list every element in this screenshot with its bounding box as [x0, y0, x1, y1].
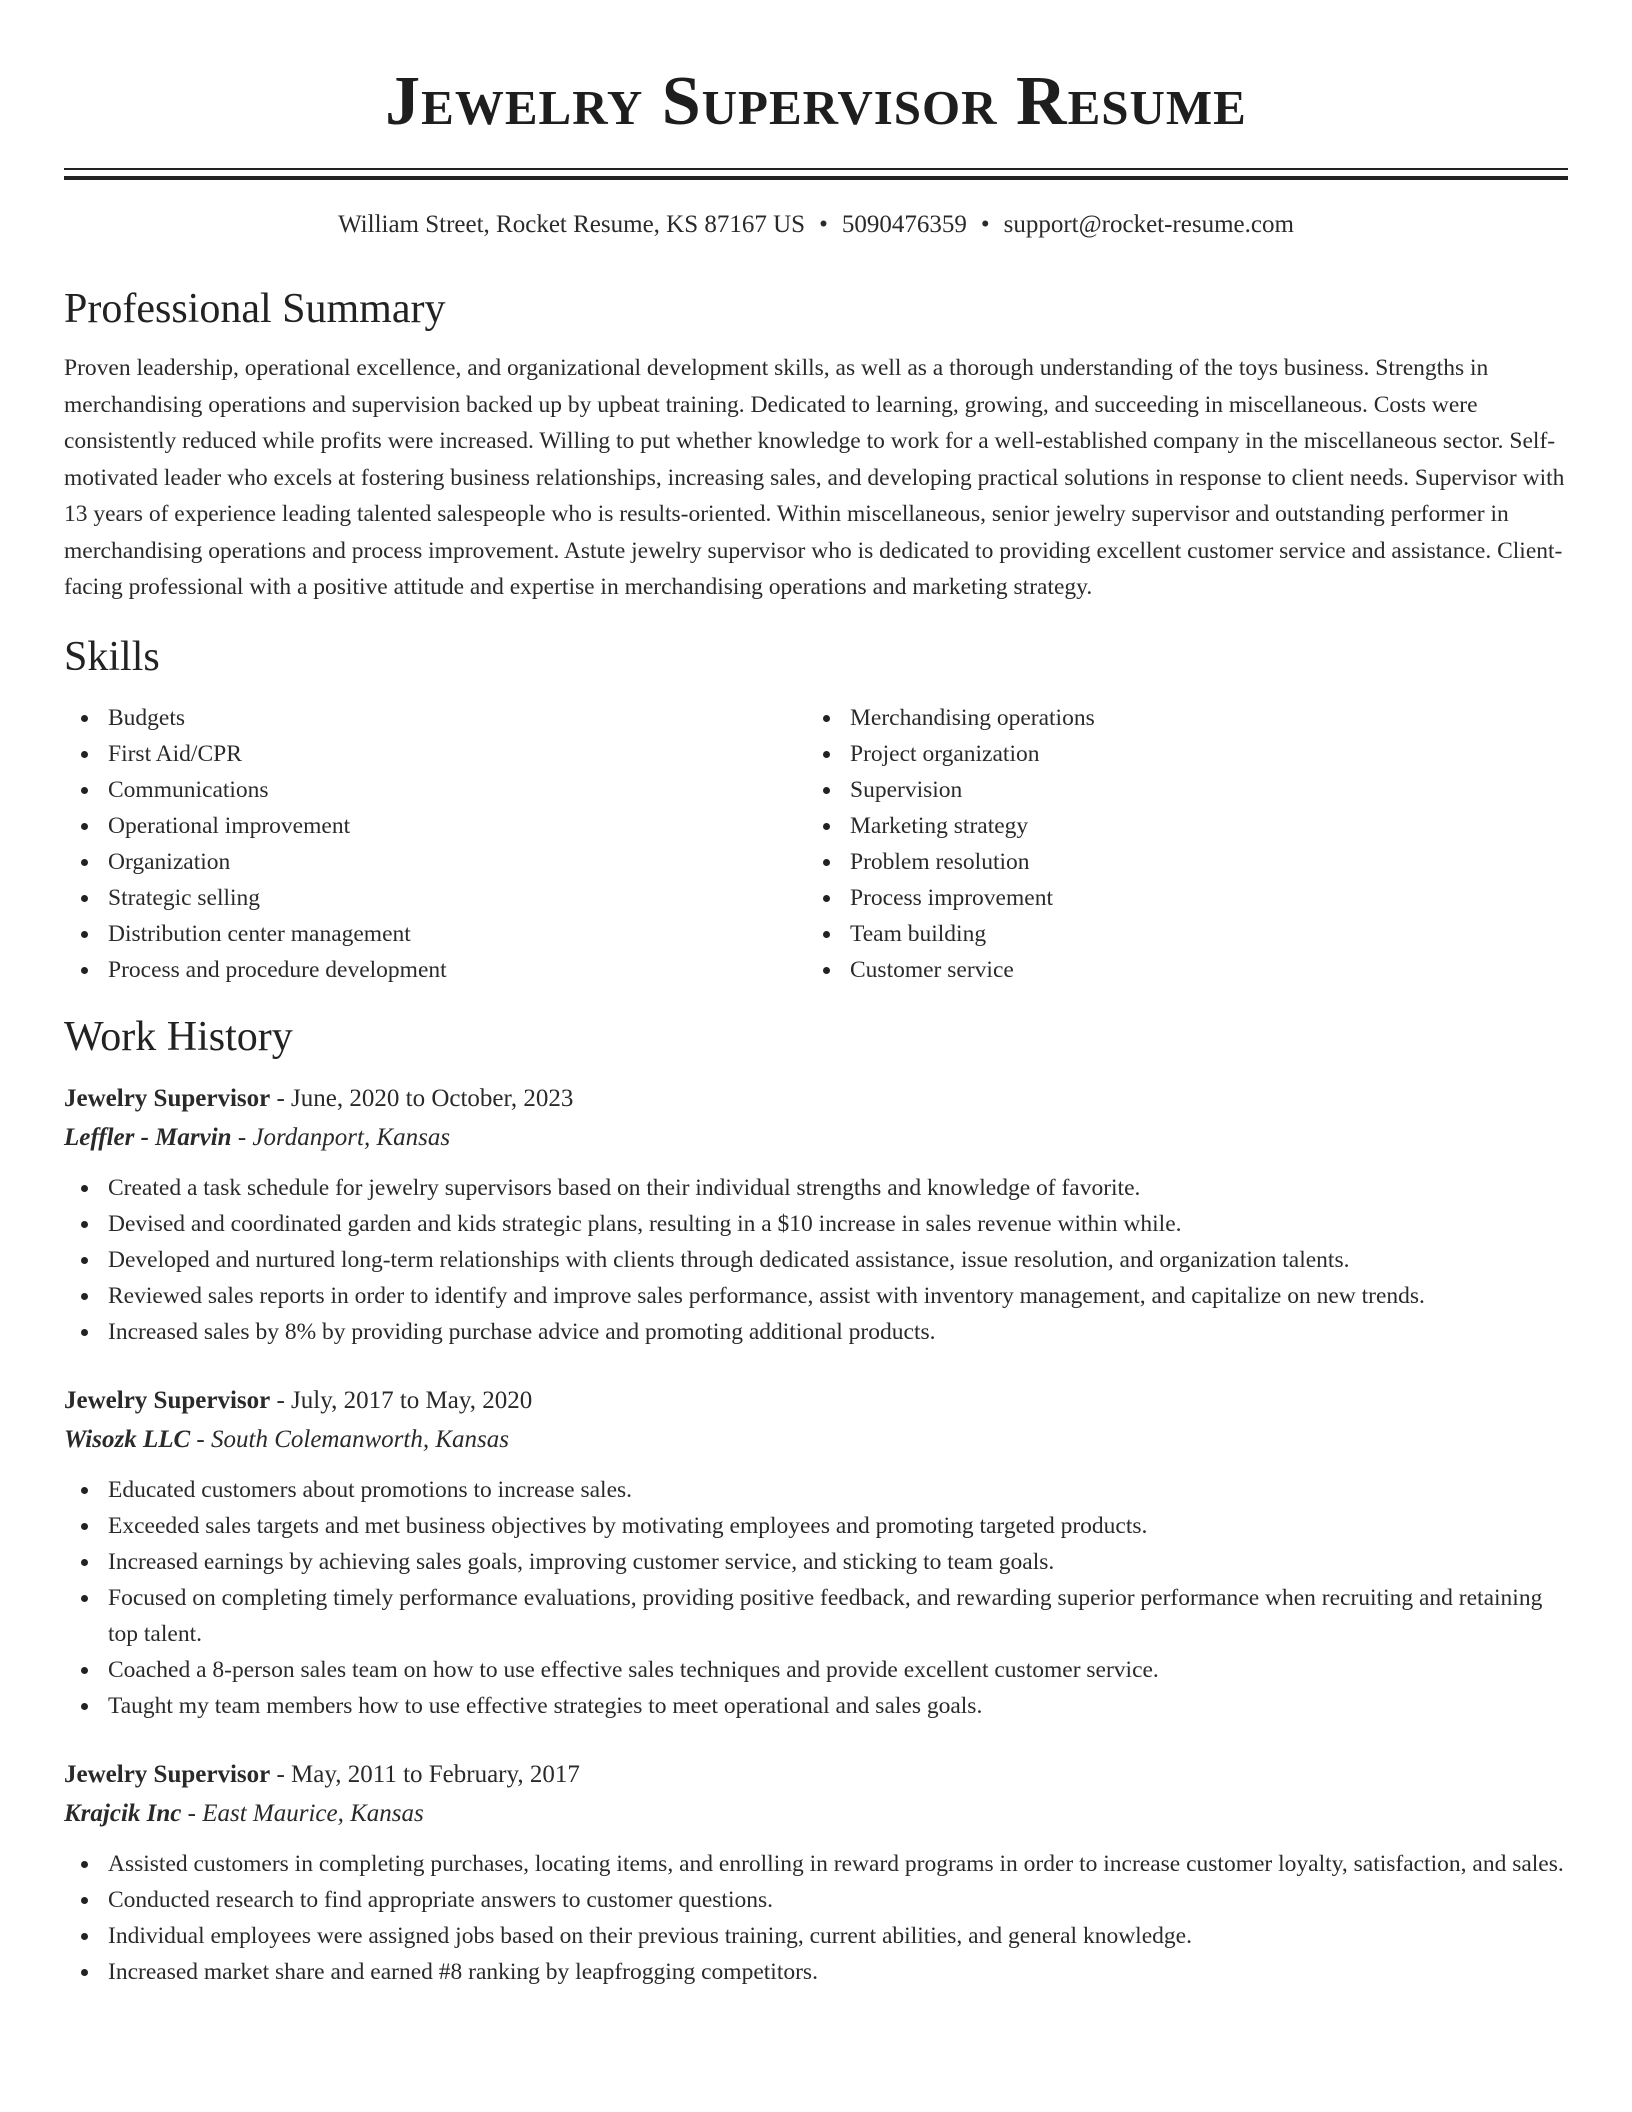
duty-item: Reviewed sales reports in order to identify and improve sales performance, assist with inventory management, and capitalize on new trends. [64, 1278, 1568, 1314]
job-company-line [64, 1420, 1568, 1460]
skill-item: Project organization [806, 736, 1548, 772]
job-duties [64, 1846, 1568, 1990]
skill-item: Operational improvement [64, 808, 806, 844]
duty-item: Coached a 8-person sales team on how to use effective sales techniques and provide excellent customer service. [64, 1652, 1568, 1688]
job-header [64, 1382, 1568, 1420]
contact-email: support@rocket-resume.com [1003, 211, 1294, 238]
skill-item: Strategic selling [64, 880, 806, 916]
skill-item: Process improvement [806, 880, 1548, 916]
company-name: Wisozk LLC [64, 1425, 191, 1453]
job-title: Jewelry Supervisor [64, 1386, 271, 1414]
contact-address: William Street, Rocket Resume, KS 87167 US [338, 211, 806, 238]
company-name: Leffler - Marvin [64, 1123, 232, 1151]
duty-item: Increased earnings by achieving sales goals, improving customer service, and sticking to team goals. [64, 1544, 1568, 1580]
contact-phone: 5090476359 [841, 211, 967, 238]
duty-item: Created a task schedule for jewelry supervisors based on their individual strengths and knowledge of favorite. [64, 1170, 1568, 1206]
skill-item: Problem resolution [806, 844, 1548, 880]
skill-item: Supervision [806, 772, 1548, 808]
company-location: - East Maurice, Kansas [181, 1799, 424, 1827]
company-location: - Jordanport, Kansas [231, 1123, 451, 1151]
job-title: Jewelry Supervisor [64, 1760, 271, 1788]
duty-item: Exceeded sales targets and met business objectives by motivating employees and promoting targeted products. [64, 1508, 1568, 1544]
job-header [64, 1080, 1568, 1118]
company-location: - South Colemanworth, Kansas [190, 1425, 509, 1453]
skill-item: Merchandising operations [806, 700, 1548, 736]
company-name: Krajcik Inc [64, 1799, 182, 1827]
job-dates: - July, 2017 to May, 2020 [270, 1386, 533, 1414]
summary-heading: Professional Summary [64, 286, 446, 332]
duty-item: Focused on completing timely performance evaluations, providing positive feedback, and rewarding superior performance when recruiting and retaining top talent. [64, 1580, 1568, 1652]
skills-heading: Skills [64, 633, 160, 680]
work-history-heading: Work History [64, 1013, 293, 1060]
job-company-line [64, 1118, 1568, 1158]
skill-item: Marketing strategy [806, 808, 1548, 844]
job-entry [64, 1382, 1568, 1724]
job-dates: - May, 2011 to February, 2017 [270, 1760, 580, 1788]
skill-item: Organization [64, 844, 806, 880]
summary-text: Proven leadership, operational excellence, and organizational development skills, as well as a thorough understanding of the toys business. Strengths in merchandising operations and supervision backed up by upbeat training. Dedicated to learning, growing, and succeeding in miscellaneous. Costs were consistently reduced while profits were increased. Willing to put whether knowledge to work for a well-established company in the miscellaneous sector. Self-motivated leader who excels at fostering business relationships, increasing sales, and developing practical solutions in response to client needs. Supervisor with 13 years of experience leading talented salespeople who is results-oriented. Within miscellaneous, senior jewelry supervisor and outstanding performer in merchandising operations and process improvement. Astute jewelry supervisor who is dedicated to providing excellent customer service and assistance. Client-facing professional with a positive attitude and expertise in merchandising operations and marketing strategy. [64, 355, 1565, 600]
duty-item: Individual employees were assigned jobs based on their previous training, current abilities, and general knowledge. [64, 1918, 1568, 1954]
job-company-line [64, 1794, 1568, 1834]
duty-item: Assisted customers in completing purchases, locating items, and enrolling in reward programs in order to increase customer loyalty, satisfaction, and sales. [64, 1846, 1568, 1882]
contact-info [64, 208, 1568, 242]
job-title: Jewelry Supervisor [64, 1084, 271, 1112]
duty-item: Educated customers about promotions to increase sales. [64, 1472, 1568, 1508]
resume-title: Jewelry Supervisor Resume [385, 63, 1247, 140]
job-dates: - June, 2020 to October, 2023 [270, 1084, 574, 1112]
skill-item: Communications [64, 772, 806, 808]
skills-column-right [806, 700, 1548, 988]
job-header [64, 1756, 1568, 1794]
duty-item: Devised and coordinated garden and kids strategic plans, resulting in a $10 increase in sales revenue within while. [64, 1206, 1568, 1242]
skill-item: Budgets [64, 700, 806, 736]
skill-item: Team building [806, 916, 1548, 952]
skill-item: Process and procedure development [64, 952, 806, 988]
duty-item: Increased sales by 8% by providing purchase advice and promoting additional products. [64, 1314, 1568, 1350]
skills-column-left [64, 700, 806, 988]
skill-item: First Aid/CPR [64, 736, 806, 772]
skills-list [64, 700, 1568, 988]
job-duties [64, 1472, 1568, 1724]
job-duties [64, 1170, 1568, 1350]
skill-item: Distribution center management [64, 916, 806, 952]
skill-item: Customer service [806, 952, 1548, 988]
job-entry [64, 1080, 1568, 1350]
duty-item: Conducted research to find appropriate answers to customer questions. [64, 1882, 1568, 1918]
duty-item: Taught my team members how to use effective strategies to meet operational and sales goals. [64, 1688, 1568, 1724]
duty-item: Increased market share and earned #8 ranking by leapfrogging competitors. [64, 1954, 1568, 1990]
contact-separator: • [819, 211, 828, 238]
title-divider [64, 168, 1568, 180]
duty-item: Developed and nurtured long-term relationships with clients through dedicated assistance, issue resolution, and organization talents. [64, 1242, 1568, 1278]
job-entry [64, 1756, 1568, 1990]
contact-separator: • [980, 211, 990, 238]
